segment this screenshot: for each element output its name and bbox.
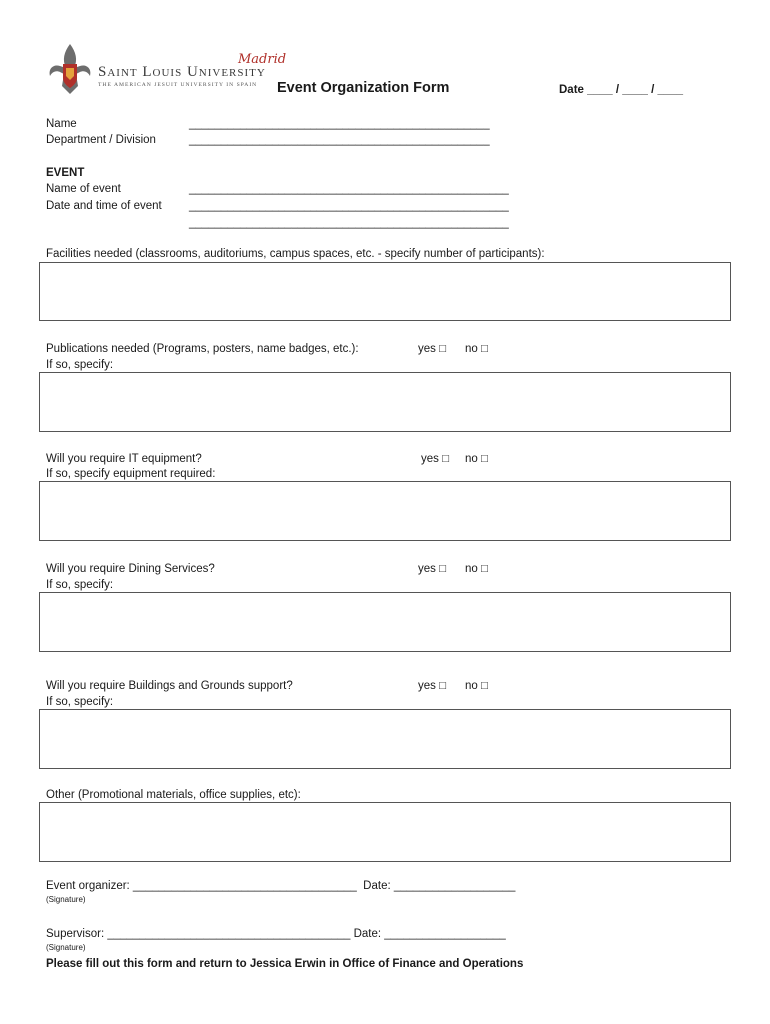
- it-yes-checkbox[interactable]: yes □: [421, 453, 450, 465]
- fleur-de-lis-crest-icon: [46, 42, 94, 96]
- name-line[interactable]: _______________________________________________: [189, 118, 490, 130]
- publications-no-checkbox[interactable]: no □: [465, 343, 488, 355]
- publications-followup: If so, specify:: [46, 359, 114, 371]
- department-label: Department / Division: [46, 134, 156, 146]
- event-datetime-line-2[interactable]: __________________________________________________: [189, 217, 509, 229]
- it-followup: If so, specify equipment required:: [46, 468, 216, 480]
- it-no-checkbox[interactable]: no □: [465, 453, 488, 465]
- footer-instruction: Please fill out this form and return to Jessica Erwin in Office of Finance and Operations: [46, 958, 524, 970]
- other-label: Other (Promotional materials, office supplies, etc):: [46, 789, 301, 801]
- grounds-no-checkbox[interactable]: no □: [465, 680, 488, 692]
- logo-subtitle: THE AMERICAN JESUIT UNIVERSITY IN SPAIN: [98, 82, 258, 88]
- event-name-label: Name of event: [46, 183, 121, 195]
- dining-textbox[interactable]: [39, 592, 731, 652]
- date-field[interactable]: Date ____ / ____ / ____: [559, 84, 684, 96]
- publications-textbox[interactable]: [39, 372, 731, 432]
- event-name-line[interactable]: __________________________________________________: [189, 183, 509, 195]
- dining-no-checkbox[interactable]: no □: [465, 563, 488, 575]
- logo-campus: Madrid: [238, 52, 287, 67]
- university-logo: [46, 42, 287, 98]
- event-heading: EVENT: [46, 167, 85, 179]
- organizer-signature-note: (Signature): [46, 895, 86, 904]
- supervisor-signature-line[interactable]: Supervisor: ______________________________________ Date: ___________________: [46, 928, 506, 940]
- dining-followup: If so, specify:: [46, 579, 114, 591]
- other-textbox[interactable]: [39, 802, 731, 862]
- event-datetime-line[interactable]: __________________________________________________: [189, 200, 509, 212]
- name-label: Name: [46, 118, 77, 130]
- grounds-textbox[interactable]: [39, 709, 731, 769]
- publications-yes-checkbox[interactable]: yes □: [418, 343, 447, 355]
- facilities-label: Facilities needed (classrooms, auditoriums, campus spaces, etc. - specify number of participants):: [46, 248, 545, 260]
- facilities-textbox[interactable]: [39, 262, 731, 321]
- it-question: Will you require IT equipment?: [46, 453, 202, 465]
- dining-question: Will you require Dining Services?: [46, 563, 215, 575]
- grounds-question: Will you require Buildings and Grounds support?: [46, 680, 293, 692]
- dining-yes-checkbox[interactable]: yes □: [418, 563, 447, 575]
- grounds-followup: If so, specify:: [46, 696, 114, 708]
- department-line[interactable]: _______________________________________________: [189, 134, 490, 146]
- page-title: Event Organization Form: [277, 80, 450, 96]
- publications-question: Publications needed (Programs, posters, name badges, etc.):: [46, 343, 359, 355]
- organizer-signature-line[interactable]: Event organizer: ___________________________________ Date: ___________________: [46, 880, 516, 892]
- event-datetime-label: Date and time of event: [46, 200, 162, 212]
- it-textbox[interactable]: [39, 481, 731, 541]
- supervisor-signature-note: (Signature): [46, 943, 86, 952]
- grounds-yes-checkbox[interactable]: yes □: [418, 680, 447, 692]
- logo-university-name: Saint Louis University: [98, 64, 266, 80]
